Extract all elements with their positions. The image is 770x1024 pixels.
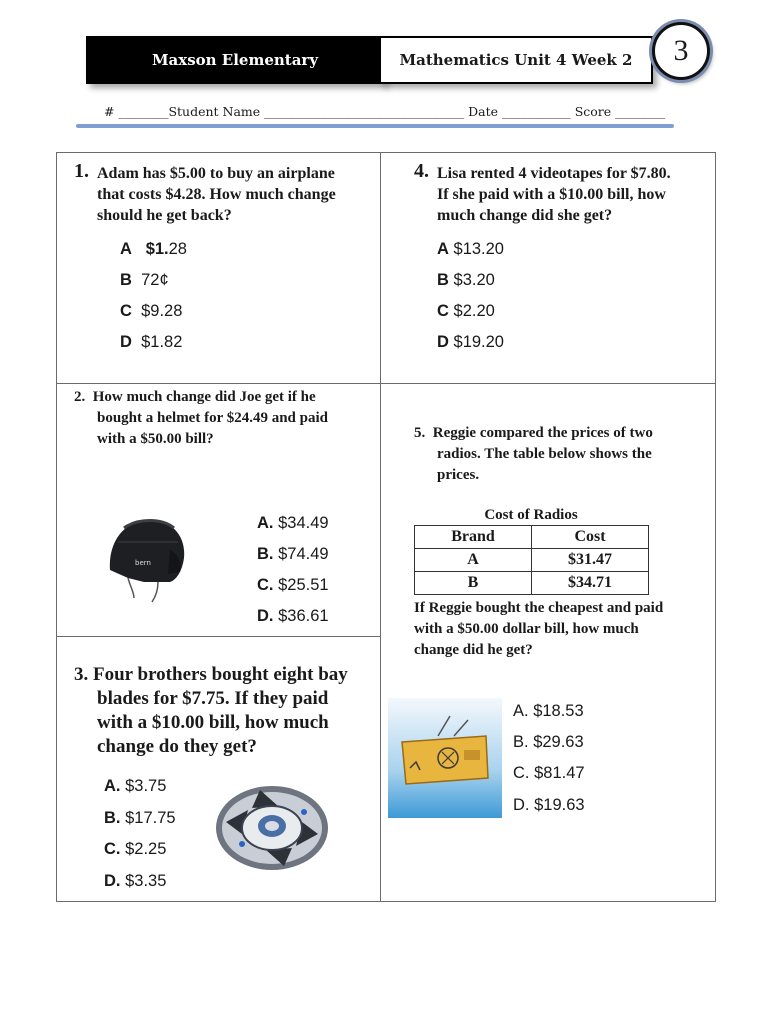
answer-letter: C — [120, 302, 132, 320]
grid-divider-row-2 — [56, 636, 381, 637]
answer-option[interactable] — [120, 302, 182, 321]
question-line: Lisa rented 4 videotapes for $7.80. — [437, 165, 671, 182]
question-text — [97, 163, 377, 226]
helmet-image — [104, 512, 188, 604]
answer-option[interactable] — [513, 702, 584, 721]
answer-letter: C. — [257, 576, 274, 594]
answer-option[interactable] — [513, 764, 585, 783]
answer-separator: . — [524, 764, 535, 782]
beyblade-image — [212, 782, 332, 874]
question-line: with a $10.00 bill, how much — [97, 712, 329, 733]
question-line: bought a helmet for $24.49 and paid — [97, 410, 329, 426]
answer-option[interactable] — [257, 545, 329, 564]
answer-option[interactable] — [513, 796, 585, 815]
question-number: 5. — [414, 425, 426, 441]
answer-value: $3.20 — [453, 271, 495, 289]
answer-value: $1.82 — [141, 333, 183, 351]
question-line: change do they get? — [97, 736, 257, 757]
page-number-badge — [652, 22, 710, 80]
answer-separator: . — [524, 796, 535, 814]
question-line: blades for $7.75. If they paid — [97, 688, 329, 709]
answer-option[interactable] — [120, 271, 169, 290]
table-row — [415, 549, 649, 572]
answer-letter: A. — [104, 777, 121, 795]
answer-letter: A — [120, 240, 132, 258]
answer-option[interactable] — [257, 514, 329, 533]
table-cell: $31.47 — [532, 549, 649, 572]
answer-value: $2.25 — [125, 840, 167, 858]
answer-letter: D. — [257, 607, 274, 625]
answer-letter: C — [437, 302, 449, 320]
question-line: If she paid with a $10.00 bill, how — [437, 186, 666, 203]
answer-value: $2.20 — [453, 302, 495, 320]
page-number: 3 — [673, 34, 689, 67]
answer-letter: C — [513, 764, 525, 782]
radio-image — [388, 698, 502, 818]
answer-letter: D — [437, 333, 449, 351]
answer-value: $25.51 — [278, 576, 329, 594]
answer-letter: B. — [104, 809, 121, 827]
student-info-line: # ________Student Name ________________________________ Date ___________ Score ________ — [104, 104, 666, 119]
question-line: change did he get? — [414, 642, 533, 658]
answer-value: $19.63 — [534, 796, 585, 814]
table-row — [415, 572, 649, 595]
answer-option[interactable] — [437, 240, 504, 259]
answer-value: $74.49 — [278, 545, 329, 563]
answer-value: $29.63 — [533, 733, 584, 751]
answer-value: $18.53 — [533, 702, 584, 720]
answer-value: $3.75 — [125, 777, 167, 795]
answer-value: $17.75 — [125, 809, 176, 827]
answer-option[interactable] — [104, 872, 166, 891]
question-number: 3. — [74, 664, 89, 685]
answer-value: $81.47 — [534, 764, 585, 782]
answer-value: $34.49 — [278, 514, 329, 532]
table-cell: $34.71 — [532, 572, 649, 595]
answer-option[interactable] — [120, 240, 187, 259]
question-line: If Reggie bought the cheapest and paid — [414, 600, 664, 616]
question-line: Reggie compared the prices of two — [432, 425, 653, 441]
answer-option[interactable] — [257, 607, 329, 626]
answer-option[interactable] — [104, 840, 166, 859]
answer-value: 28 — [168, 240, 187, 258]
answer-option[interactable] — [437, 333, 504, 352]
table-header: Brand — [415, 526, 532, 549]
answer-letter: B — [120, 271, 132, 289]
table-cell: B — [415, 572, 532, 595]
question-line: with a $50.00 dollar bill, how much — [414, 621, 639, 637]
answer-letter: A — [437, 240, 449, 258]
header-divider — [76, 124, 674, 128]
question-text — [437, 163, 712, 226]
question-line: Four brothers bought eight bay — [93, 664, 348, 685]
question-line: radios. The table below shows the — [437, 446, 652, 462]
answer-letter: A. — [257, 514, 274, 532]
question-line: should he get back? — [97, 207, 232, 224]
table-header: Cost — [532, 526, 649, 549]
question-line: prices. — [437, 467, 480, 483]
answer-separator: . — [524, 733, 534, 751]
table-cell: A — [415, 549, 532, 572]
answer-option[interactable] — [257, 576, 329, 595]
question-number: 4. — [414, 160, 429, 182]
unit-title-banner — [380, 36, 653, 84]
answer-letter: D — [513, 796, 525, 814]
question-text — [414, 423, 712, 486]
helmet-brand-label: bern — [135, 559, 151, 567]
table-caption: Cost of Radios — [484, 507, 578, 523]
school-name: Maxson Elementary — [151, 51, 319, 69]
question-line: Adam has $5.00 to buy an airplane — [97, 165, 335, 182]
answer-letter: C. — [104, 840, 121, 858]
answer-letter: D — [120, 333, 132, 351]
question-text — [74, 387, 374, 450]
answer-value: $36.61 — [278, 607, 329, 625]
follow-up-question — [414, 598, 714, 661]
question-line: much change did she get? — [437, 207, 613, 224]
question-text — [74, 663, 374, 759]
answer-value: $19.20 — [453, 333, 504, 351]
question-number: 1. — [74, 160, 89, 182]
answer-option[interactable] — [104, 809, 176, 828]
answer-option[interactable] — [437, 271, 495, 290]
answer-value: 72¢ — [141, 271, 169, 289]
answer-letter: B. — [257, 545, 274, 563]
answer-letter: A — [513, 702, 525, 720]
school-name-banner — [86, 36, 384, 84]
answer-value: $13.20 — [453, 240, 504, 258]
unit-title: Mathematics Unit 4 Week 2 — [399, 51, 633, 69]
answer-option[interactable] — [104, 777, 166, 796]
answer-option[interactable] — [513, 733, 584, 752]
answer-value: $9.28 — [141, 302, 183, 320]
grid-divider-row-1 — [56, 383, 715, 384]
answer-letter: D. — [104, 872, 121, 890]
answer-option[interactable] — [437, 302, 495, 321]
answer-option[interactable] — [120, 333, 182, 352]
answer-value: $3.35 — [125, 872, 167, 890]
answer-letter: B — [513, 733, 525, 751]
answer-letter: B — [437, 271, 449, 289]
radio-prices-table — [414, 525, 649, 595]
answer-separator: . — [524, 702, 534, 720]
grid-vertical-divider — [380, 152, 381, 901]
question-line: that costs $4.28. How much change — [97, 186, 336, 203]
question-number: 2. — [74, 389, 86, 405]
answer-value-bold: $1. — [145, 240, 169, 258]
question-line: with a $50.00 bill? — [97, 431, 214, 447]
question-line: How much change did Joe get if he — [92, 389, 316, 405]
